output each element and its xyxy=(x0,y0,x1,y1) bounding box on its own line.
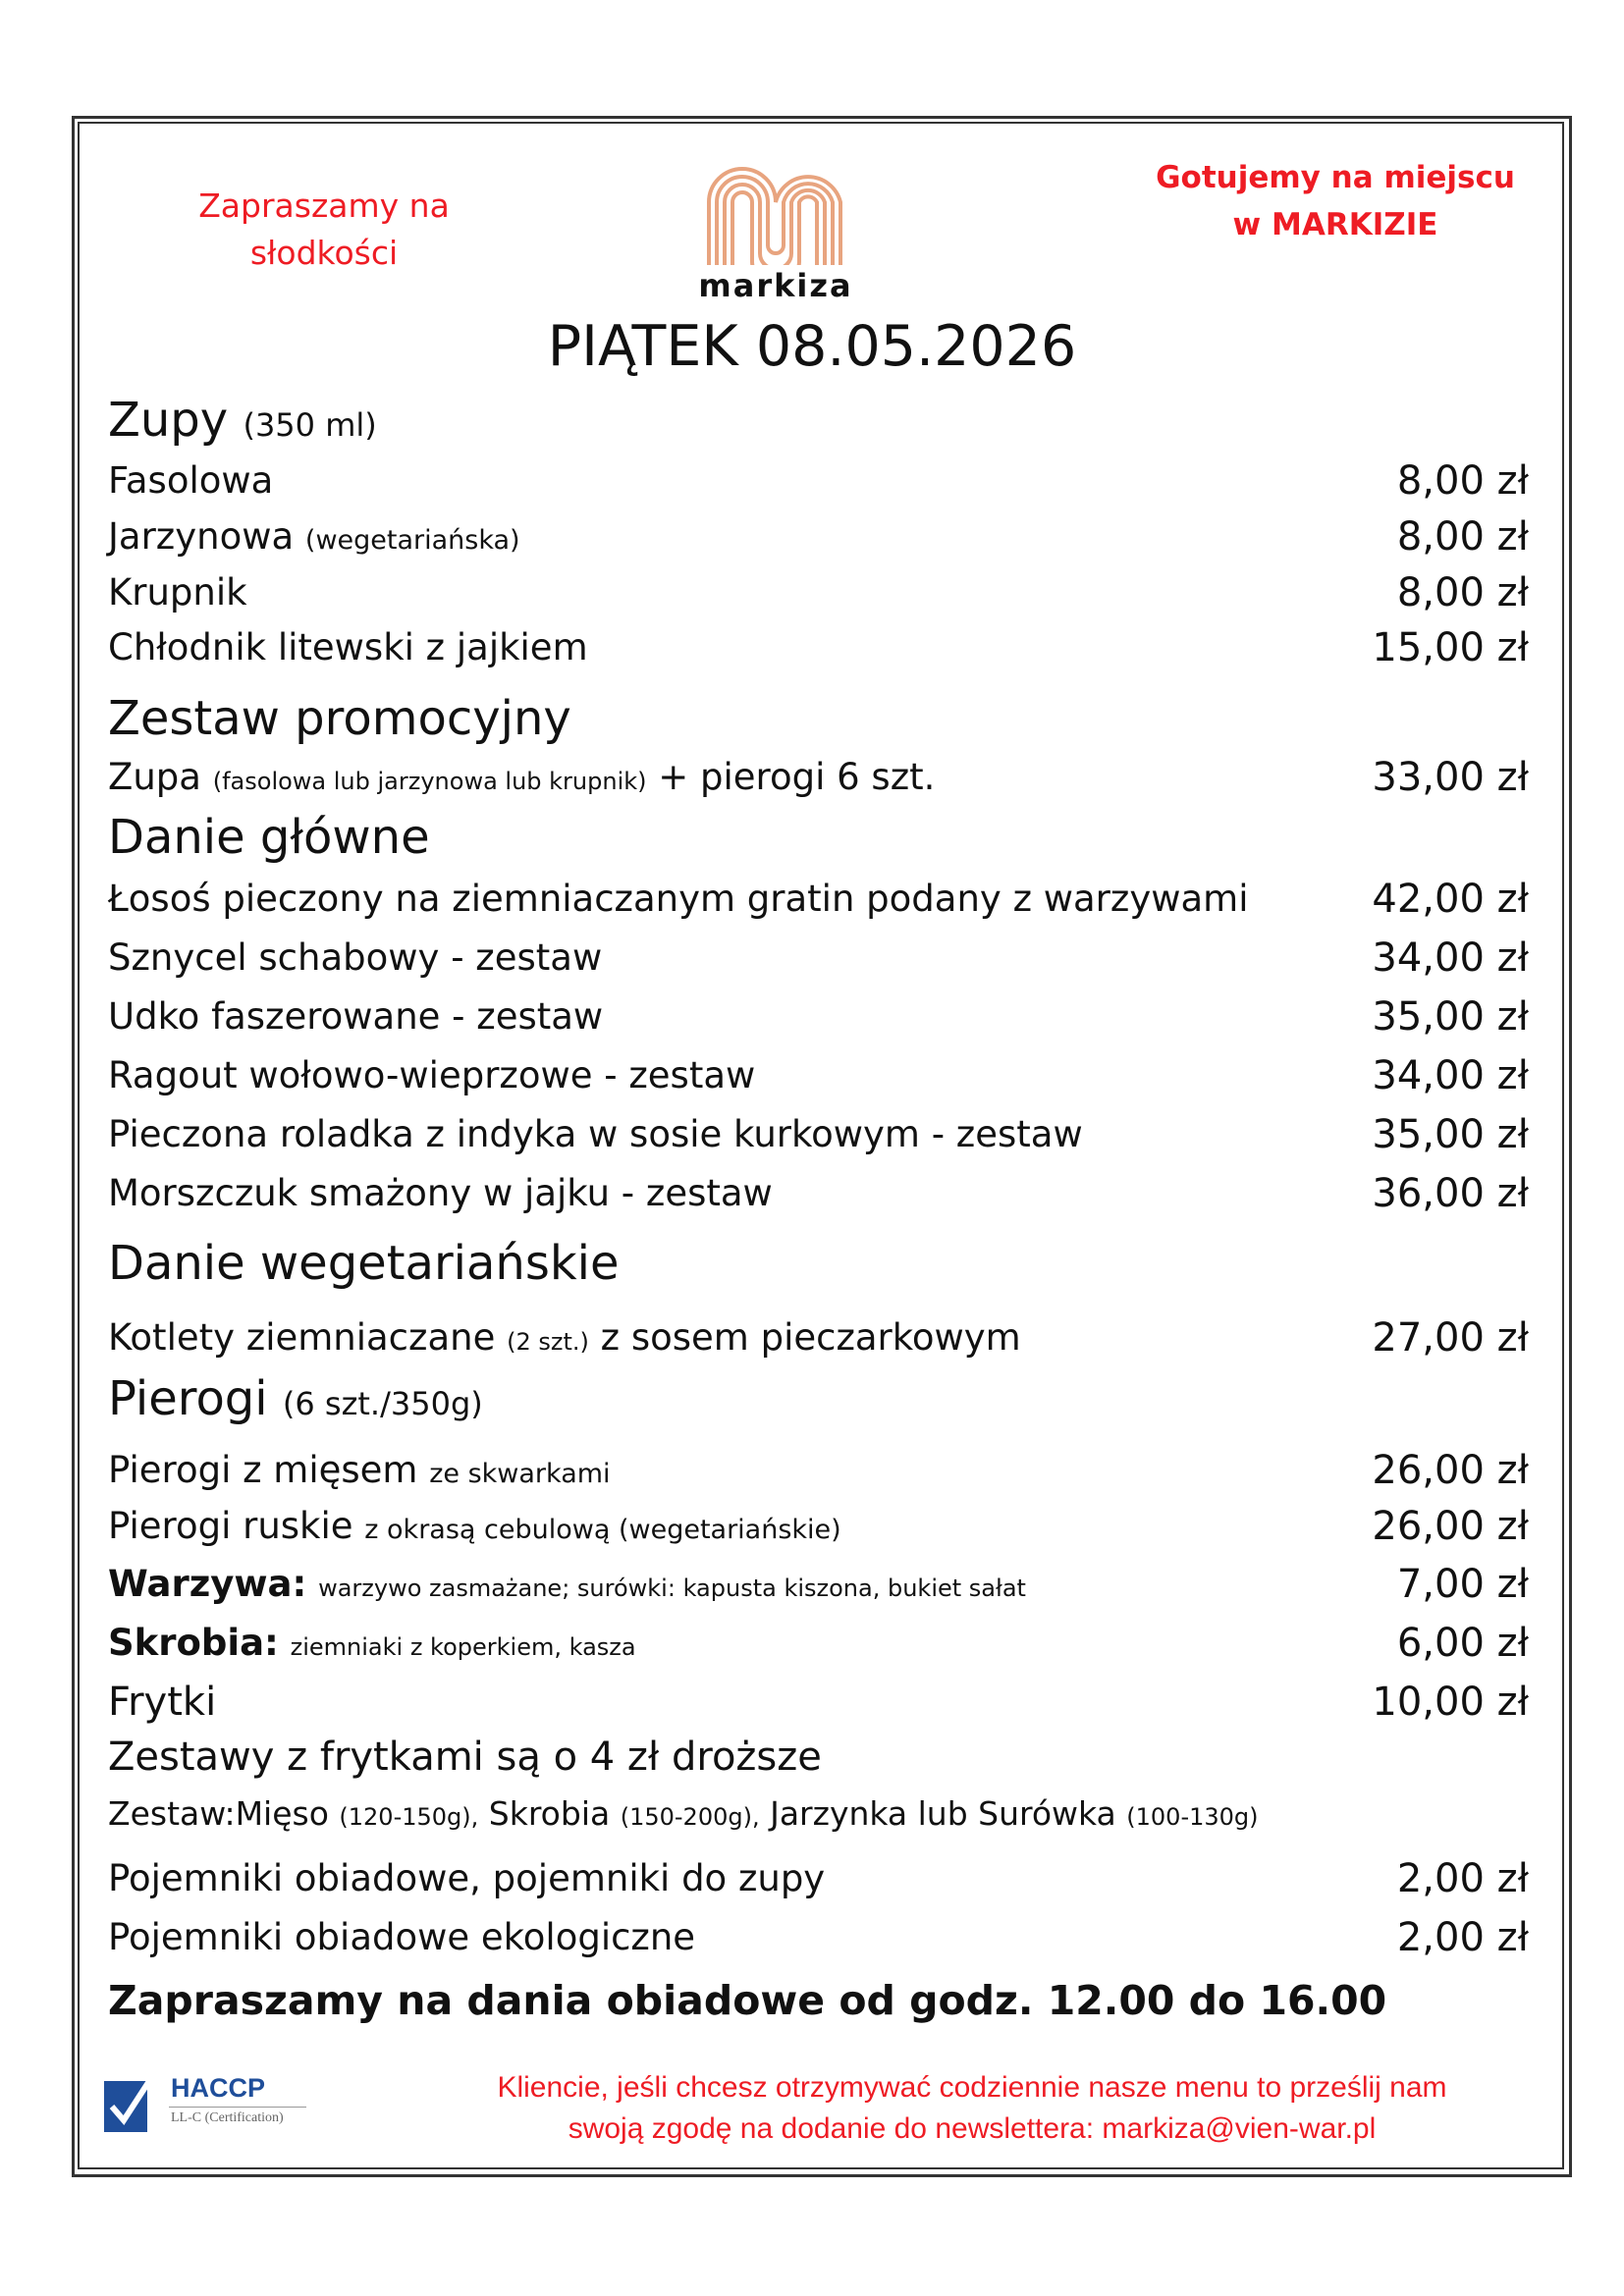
menu-item-price: 27,00 zł xyxy=(1372,1315,1529,1361)
menu-item-name: Łosoś pieczony na ziemniaczanym gratin podany z warzywami xyxy=(108,878,1249,920)
haccp-divider xyxy=(169,2107,306,2108)
newsletter-line2: swoją zgodę na dodanie do newslettera: markiza@vien-war.pl xyxy=(568,2112,1377,2145)
newsletter-info xyxy=(432,2067,1512,2150)
menu-item-price: 33,00 zł xyxy=(1372,755,1529,800)
set-composition xyxy=(108,1789,1259,1842)
menu-item-price: 15,00 zł xyxy=(1372,625,1529,670)
menu-item-name: Warzywa: xyxy=(108,1563,307,1605)
menu-item-note: ziemniaki z koperkiem, kasza xyxy=(290,1633,636,1661)
menu-item-price: 8,00 zł xyxy=(1396,458,1529,504)
menu-item-price: 26,00 zł xyxy=(1372,1504,1529,1549)
cooking-promo-line2: w MARKIZIE xyxy=(1232,207,1438,242)
haccp-subtitle: LL-C (Certification) xyxy=(171,2110,284,2125)
menu-item-price: 34,00 zł xyxy=(1372,1053,1529,1098)
fries-surcharge-note: Zestawy z frytkami są o 4 zł droższe xyxy=(108,1735,822,1780)
menu-item-price: 35,00 zł xyxy=(1372,1112,1529,1157)
menu-item-note: z okrasą cebulową (wegetariańskie) xyxy=(364,1515,841,1545)
newsletter-line1: Kliencie, jeśli chcesz otrzymywać codziennie nasze menu to prześlij nam xyxy=(497,2071,1447,2104)
menu-item xyxy=(108,1501,841,1556)
menu-item-price: 26,00 zł xyxy=(1372,1448,1529,1493)
section-title: Zupy xyxy=(108,393,229,448)
cooking-promo xyxy=(1139,154,1532,248)
menu-item-name: Kotlety ziemniaczane xyxy=(108,1316,496,1359)
menu-item-name: Morszczuk smażony w jajku - zestaw xyxy=(108,1172,773,1214)
section-danie-wegetarianskie xyxy=(108,1234,620,1293)
menu-item-price: 34,00 zł xyxy=(1372,935,1529,981)
set-meat: Zestaw:Mięso xyxy=(108,1794,329,1833)
menu-item-price: 7,00 zł xyxy=(1396,1562,1529,1607)
cooking-promo-line1: Gotujemy na miejscu xyxy=(1156,160,1515,195)
set-vegetable: Jarzynka lub Surówka xyxy=(770,1794,1116,1833)
menu-item-extra: z sosem pieczarkowym xyxy=(600,1316,1021,1359)
section-danie-glowne xyxy=(108,808,430,867)
menu-item-name: Pierogi z mięsem xyxy=(108,1449,418,1491)
menu-item-name: Pierogi ruskie xyxy=(108,1505,353,1547)
menu-item-price: 42,00 zł xyxy=(1372,877,1529,922)
menu-item-note: warzywo zasmażane; surówki: kapusta kiszona, bukiet sałat xyxy=(318,1575,1026,1602)
menu-item-price: 2,00 zł xyxy=(1396,1856,1529,1901)
section-title: Danie główne xyxy=(108,810,430,865)
menu-item-price: 36,00 zł xyxy=(1372,1171,1529,1216)
menu-item-name: Krupnik xyxy=(108,571,247,614)
menu-item-price: 8,00 zł xyxy=(1396,514,1529,560)
set-starch: Skrobia xyxy=(488,1794,611,1833)
menu-item xyxy=(108,1445,611,1500)
menu-item-price: 35,00 zł xyxy=(1372,994,1529,1040)
menu-item-note: (wegetariańska) xyxy=(304,525,520,556)
menu-item xyxy=(108,1312,1021,1367)
menu-item-name: Skrobia: xyxy=(108,1622,279,1664)
haccp-check-icon xyxy=(102,2075,153,2138)
sweets-promo-line1: Zapraszamy na xyxy=(198,187,450,225)
section-title: Pierogi xyxy=(108,1371,268,1426)
menu-item-name: Ragout wołowo-wieprzowe - zestaw xyxy=(108,1054,756,1096)
menu-item-price: 6,00 zł xyxy=(1396,1621,1529,1666)
set-starch-weight: (150-200g), xyxy=(620,1803,760,1831)
section-title: Danie wegetariańskie xyxy=(108,1236,620,1291)
menu-item-name: Udko faszerowane - zestaw xyxy=(108,995,604,1038)
section-title: Zestaw promocyjny xyxy=(108,691,571,746)
menu-item-name: Frytki xyxy=(108,1680,217,1725)
menu-item xyxy=(108,511,520,566)
menu-item-price: 10,00 zł xyxy=(1372,1680,1529,1725)
markiza-logo-icon xyxy=(703,163,846,265)
sweets-promo xyxy=(177,183,471,277)
section-pierogi xyxy=(108,1369,483,1433)
menu-item-name: Fasolowa xyxy=(108,459,274,502)
menu-item-extra: + pierogi 6 szt. xyxy=(658,756,936,798)
menu-item-note: (fasolowa lub jarzynowa lub krupnik) xyxy=(212,768,647,795)
menu-item-name: Sznycel schabowy - zestaw xyxy=(108,936,603,979)
menu-item-name: Chłodnik litewski z jajkiem xyxy=(108,626,588,668)
menu-item-note: (2 szt.) xyxy=(507,1328,589,1356)
section-note: (6 szt./350g) xyxy=(282,1385,483,1422)
menu-item xyxy=(108,752,935,807)
menu-date-title: PIĄTEK 08.05.2026 xyxy=(547,314,1077,379)
menu-item-price: 2,00 zł xyxy=(1396,1915,1529,1960)
menu-item-name: Jarzynowa xyxy=(108,515,295,558)
menu-item-name: Pojemniki obiadowe ekologiczne xyxy=(108,1916,696,1958)
menu-item-note: ze skwarkami xyxy=(429,1459,611,1489)
menu-item-price: 8,00 zł xyxy=(1396,570,1529,615)
menu-item xyxy=(108,1618,636,1673)
section-note: (350 ml) xyxy=(243,406,377,444)
opening-hours: Zapraszamy na dania obiadowe od godz. 12.00 do 16.00 xyxy=(108,1977,1387,2024)
menu-item-name: Pieczona roladka z indyka w sosie kurkowym - zestaw xyxy=(108,1113,1083,1155)
section-zestaw-promocyjny xyxy=(108,689,571,748)
sweets-promo-line2: słodkości xyxy=(249,234,399,272)
menu-item-name: Zupa xyxy=(108,756,201,798)
section-zupy xyxy=(108,391,377,454)
menu-item xyxy=(108,1559,1026,1614)
haccp-title: HACCP xyxy=(171,2073,266,2103)
set-meat-weight: (120-150g), xyxy=(339,1803,479,1831)
haccp-badge xyxy=(102,2073,308,2142)
menu-item-name: Pojemniki obiadowe, pojemniki do zupy xyxy=(108,1857,826,1899)
brand-name: markiza xyxy=(698,267,853,304)
set-vegetable-weight: (100-130g) xyxy=(1126,1803,1259,1831)
